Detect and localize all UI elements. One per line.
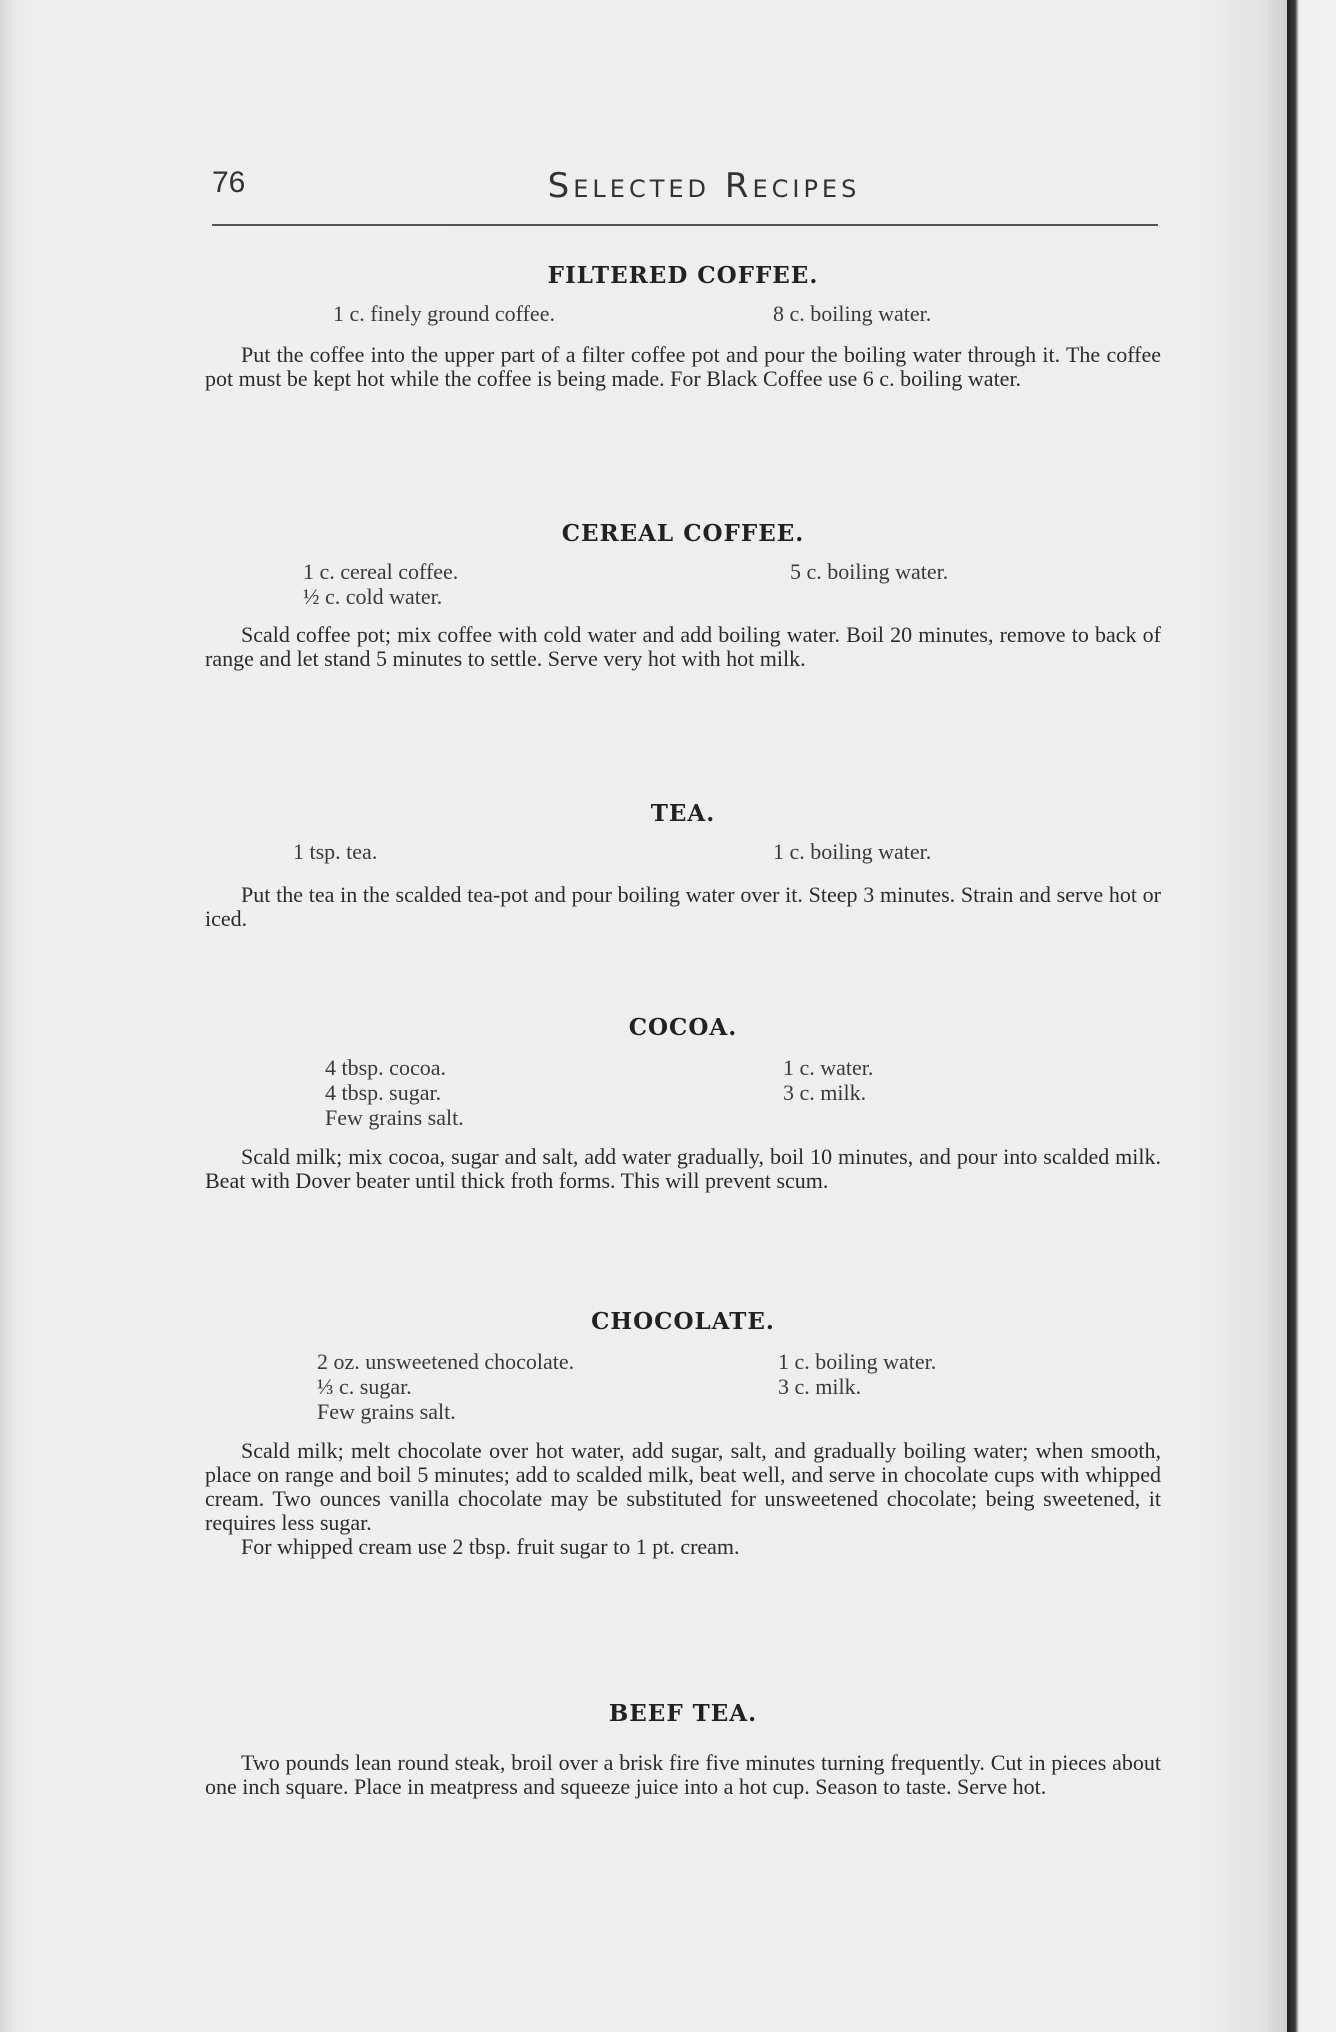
ingredient-list	[205, 839, 1161, 883]
ingredient-list	[205, 1349, 1161, 1439]
recipe-cocoa	[205, 1014, 1161, 1193]
recipe-beef-tea	[205, 1700, 1161, 1799]
page-header	[212, 162, 1158, 226]
ingredient: 1 c. cereal coffee.	[303, 559, 459, 584]
ingredient: Few grains salt.	[317, 1399, 456, 1424]
ingredient-list	[205, 301, 1161, 343]
ingredient: 3 c. milk.	[783, 1080, 867, 1105]
recipe-method	[205, 623, 1161, 671]
recipe-method	[205, 343, 1161, 391]
method-paragraph: For whipped cream use 2 tbsp. fruit sugar to 1 pt. cream.	[241, 1534, 740, 1559]
ingredient: 2 oz. unsweetened chocolate.	[317, 1349, 575, 1374]
ingredient: 4 tbsp. sugar.	[325, 1080, 442, 1105]
recipe-method	[205, 1751, 1161, 1799]
ingredient-list	[205, 559, 1161, 623]
ingredient: 4 tbsp. cocoa.	[325, 1055, 446, 1080]
method-paragraph: Scald milk; melt chocolate over hot water, add sugar, salt, and gradually boiling water; when smooth, place on range and boil 5 minutes; add to scalded milk, beat well, and serve in chocolate cups with whipped cream. Two ounces vanilla chocolate may be substituted for unsweetened chocolate; being sweetened, it requires less sugar.	[205, 1438, 1161, 1535]
recipe-title: BEEF TEA.	[608, 1700, 758, 1727]
method-paragraph: Put the coffee into the upper part of a filter coffee pot and pour the boiling water through it. The coffee pot must be kept hot while the coffee is being made. For Black Coffee use 6 c. boiling water.	[205, 342, 1161, 391]
recipe-method	[205, 1145, 1161, 1193]
method-paragraph: Two pounds lean round steak, broil over a brisk fire five minutes turning frequently. Cut in pieces about one inch square. Place in meatpress and squeeze juice into a hot cup. Season to taste. Serve hot.	[205, 1750, 1161, 1799]
ingredient-list	[205, 1055, 1161, 1145]
ingredient: ½ c. cold water.	[303, 584, 443, 609]
ingredient: Few grains salt.	[325, 1105, 464, 1130]
ingredient: 5 c. boiling water.	[790, 559, 949, 584]
recipe-cereal-coffee	[205, 520, 1161, 671]
recipe-title: CEREAL COFFEE.	[561, 520, 805, 547]
recipe-title: COCOA.	[628, 1014, 738, 1041]
ingredient: ⅓ c. sugar.	[317, 1374, 412, 1399]
recipe-title: FILTERED COFFEE.	[547, 262, 819, 289]
recipe-filtered-coffee	[205, 262, 1161, 391]
running-title: Selected Recipes	[547, 166, 861, 206]
method-paragraph: Scald milk; mix cocoa, sugar and salt, add water gradually, boil 10 minutes, and pour into scalded milk. Beat with Dover beater until thick froth forms. This will prevent scum.	[205, 1144, 1161, 1193]
ingredient: 1 c. finely ground coffee.	[333, 301, 555, 326]
recipe-chocolate	[205, 1308, 1161, 1559]
next-page-edge	[1287, 0, 1336, 2032]
recipe-tea	[205, 800, 1161, 931]
recipe-title: TEA.	[650, 800, 716, 827]
ingredient: 8 c. boiling water.	[773, 301, 932, 326]
ingredient: 3 c. milk.	[778, 1374, 862, 1399]
page-number: 76	[212, 166, 246, 199]
ingredient: 1 c. boiling water.	[773, 839, 932, 864]
recipe-title: CHOCOLATE.	[591, 1308, 775, 1335]
recipe-method	[205, 1439, 1161, 1559]
method-paragraph: Put the tea in the scalded tea-pot and pour boiling water over it. Steep 3 minutes. Strain and serve hot or iced.	[205, 882, 1161, 931]
recipe-method	[205, 883, 1161, 931]
ingredient: 1 c. boiling water.	[778, 1349, 937, 1374]
ingredient: 1 tsp. tea.	[293, 839, 378, 864]
method-paragraph: Scald coffee pot; mix coffee with cold water and add boiling water. Boil 20 minutes, remove to back of range and let stand 5 minutes to settle. Serve very hot with hot milk.	[205, 622, 1161, 671]
ingredient: 1 c. water.	[783, 1055, 874, 1080]
